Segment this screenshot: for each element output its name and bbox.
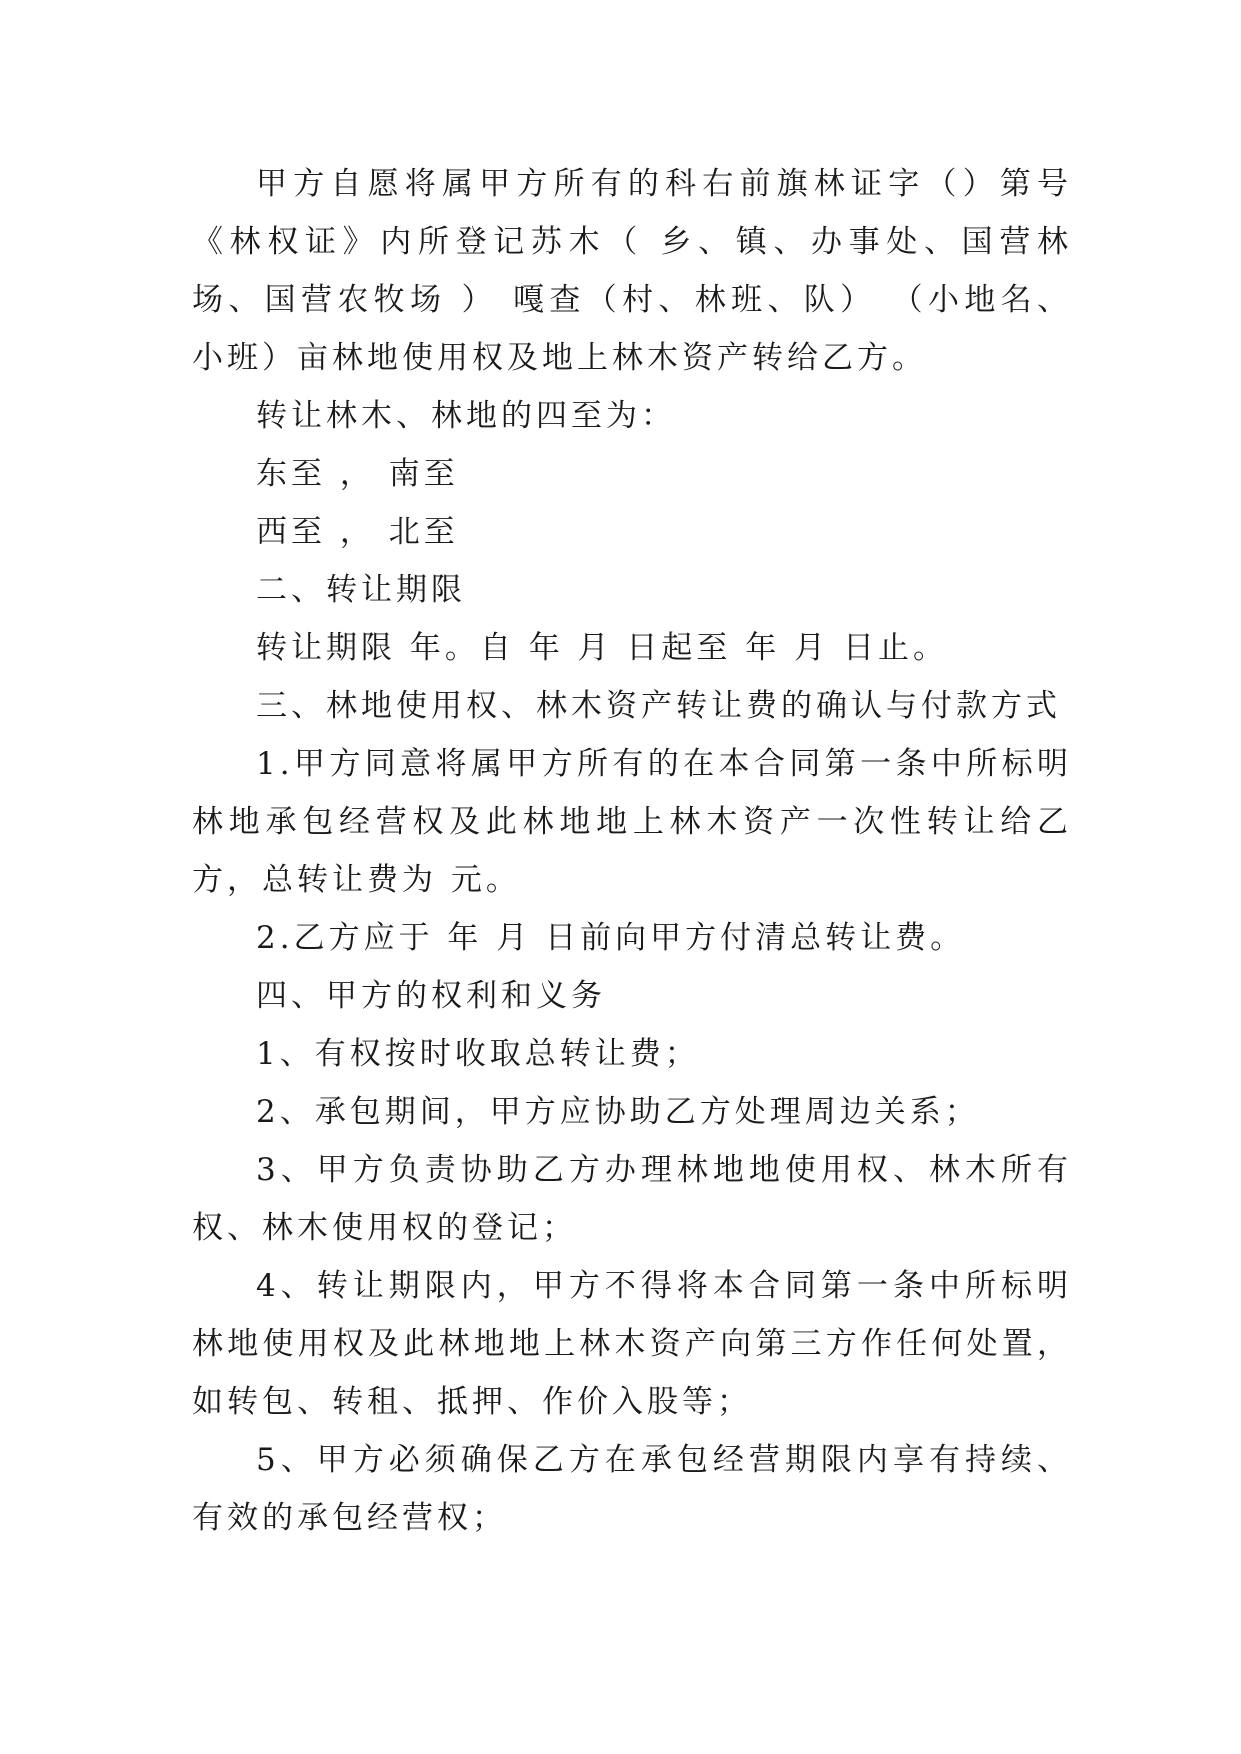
- party-a-item-2: 2、承包期间，甲方应协助乙方处理周边关系；: [256, 1094, 980, 1130]
- party-a-item-1: 1、有权按时收取总转让费；: [256, 1036, 700, 1072]
- paragraph-east-south: 东至 ， 南至: [256, 456, 459, 492]
- section-heading-party-a: 四、甲方的权利和义务: [256, 978, 606, 1014]
- paragraph-term: 转让期限 年。自 年 月 日起至 年 月 日止。: [256, 630, 948, 666]
- paragraph-transfer-statement: 甲方自愿将属甲方所有的科右前旗林证字（）第号《林权证》内所登记苏木（ 乡、镇、办事处、国营林场、国营农牧场 ） 嘎查（村、林班、队） （小地名、小班）亩林地使用权及地上林木资产转给乙方。: [192, 166, 1072, 376]
- paragraph-fee-2: 2.乙方应于 年 月 日前向甲方付清总转让费。: [256, 920, 966, 956]
- document-body: [192, 155, 1072, 1547]
- party-a-item-3: 3、甲方负责协助乙方办理林地地使用权、林木所有权、林木使用权的登记；: [192, 1152, 1072, 1246]
- paragraph-west-north: 西至 ， 北至: [256, 514, 459, 550]
- party-a-item-5: 5、甲方必须确保乙方在承包经营期限内享有持续、有效的承包经营权；: [192, 1442, 1072, 1536]
- section-heading-term: 二、转让期限: [256, 572, 466, 608]
- paragraph-fee-1: 1.甲方同意将属甲方所有的在本合同第一条中所标明林地承包经营权及此林地地上林木资产一次性转让给乙方，总转让费为 元。: [192, 746, 1072, 898]
- party-a-item-4: 4、转让期限内，甲方不得将本合同第一条中所标明林地使用权及此林地地上林木资产向第三方作任何处置，如转包、转租、抵押、作价入股等；: [192, 1268, 1072, 1420]
- paragraph-boundaries-heading: 转让林木、林地的四至为：: [256, 398, 676, 434]
- section-heading-fee: 三、林地使用权、林木资产转让费的确认与付款方式: [256, 688, 1061, 724]
